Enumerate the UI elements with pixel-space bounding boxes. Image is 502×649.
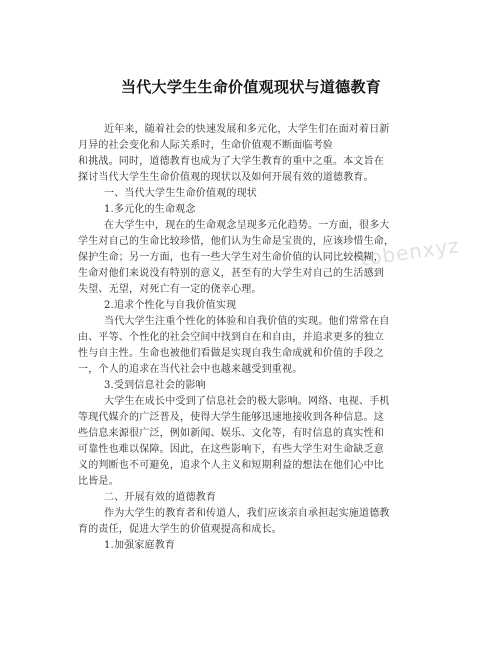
- paragraph-line: 当代大学生注重个性化的体验和自我价值的实现。他们常常在自: [104, 316, 390, 327]
- paragraph-line: 些信息来源很广泛，例如新闻、娱乐、文化等，有时信息的真实性和: [78, 428, 384, 439]
- paragraph-line: 义的判断也不可避免，追求个人主义和短期利益的想法在他们心中比: [78, 460, 384, 471]
- paragraph-line: 一，个人的追求在当代社会中也越来越受到重视。: [78, 364, 303, 375]
- paragraph-line: 和挑战。同时，道德教育也成为了大学生教育的重中之重。本文旨在: [78, 156, 384, 167]
- watermark: tobenxyz: [358, 233, 462, 271]
- subsection-heading: 3.受到信息社会的影响: [104, 380, 206, 391]
- paragraph-line: 失望、无望，对死亡有一定的侥幸心理。: [78, 284, 262, 295]
- paragraph-line: 生命对他们来说没有特别的意义，甚至有的大学生对自己的生活感到: [78, 268, 384, 279]
- paragraph-line: 性与自主性。生命也被他们看做是实现自我生命成就和价值的手段之: [78, 348, 384, 359]
- subsection-heading: 1.多元化的生命观念: [104, 204, 196, 215]
- paragraph-line: 等现代媒介的广泛普及，使得大学生能够迅速地接收到各种信息。这: [78, 412, 384, 423]
- paragraph-line: 育的责任，促进大学生的价值观提高和成长。: [78, 524, 282, 535]
- subsection-heading: 1.加强家庭教育: [104, 540, 176, 551]
- subsection-heading: 2.追求个性化与自我价值实现: [104, 300, 237, 311]
- section-heading: 一、当代大学生生命价值观的现状: [104, 188, 257, 199]
- paragraph-line: 大学生在成长中受到了信息社会的极大影响。网络、电视、手机: [104, 396, 390, 407]
- paragraph-line: 在大学生中，现在的生命观念呈现多元化趋势。一方面，很多大: [104, 220, 390, 231]
- paragraph-line: 作为大学生的教育者和传道人，我们应该亲自承担起实施道德教: [104, 508, 390, 519]
- paragraph-line: 由、平等、个性化的社会空间中找到自在和自由，并追求更多的独立: [78, 332, 384, 343]
- paragraph-line: 比皆是。: [78, 476, 119, 487]
- paragraph-line: 探讨当代大学生生命价值观的现状以及如何开展有效的道德教育。: [78, 172, 374, 183]
- section-heading: 二、开展有效的道德教育: [104, 492, 217, 503]
- paragraph-line: 近年来，随着社会的快速发展和多元化，大学生们在面对着日新: [104, 124, 390, 135]
- paragraph-line: 月异的社会变化和人际关系时，生命价值观不断面临考验: [78, 140, 333, 151]
- paragraph-line: 学生对自己的生命比较珍惜，他们认为生命是宝贵的，应该珍惜生命，: [78, 236, 395, 247]
- paragraph-line: 保护生命；另一方面，也有一些大学生对生命价值的认同比较模糊，: [78, 252, 384, 263]
- paragraph-line: 可靠性也难以保障。因此，在这些影响下，有些大学生对生命缺乏意: [78, 444, 384, 455]
- document-title: 当代大学生生命价值观现状与道德教育: [120, 78, 382, 96]
